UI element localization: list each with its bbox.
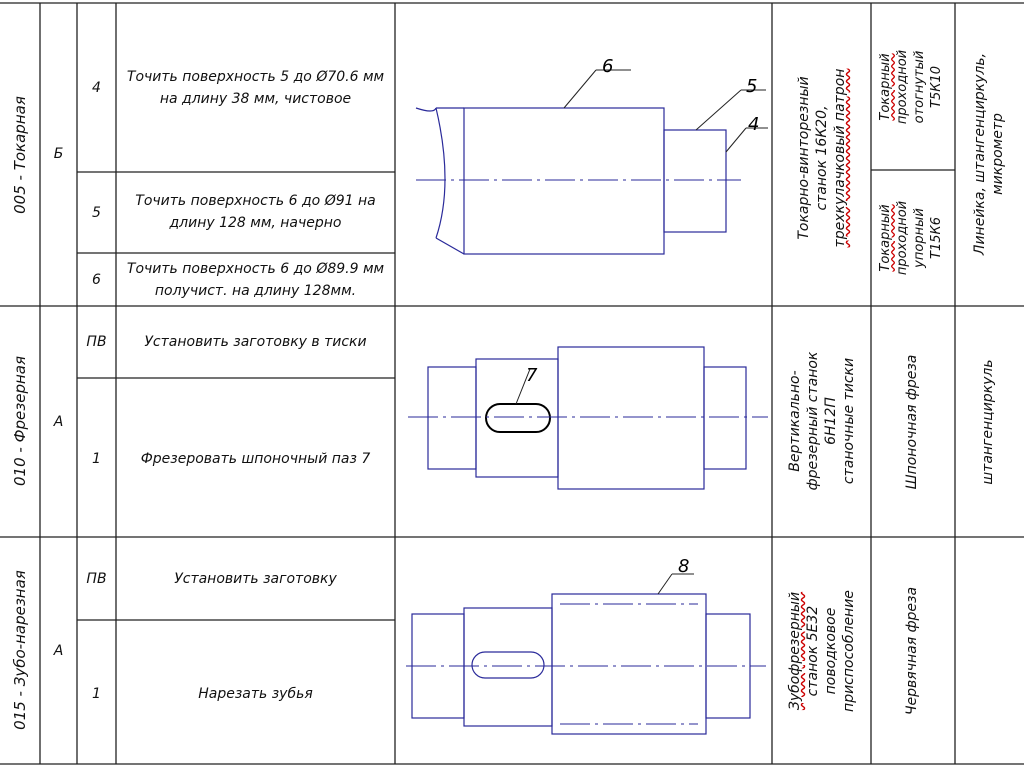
label-5: 5 [746, 76, 758, 97]
label-8: 8 [678, 556, 690, 577]
label-6: 6 [602, 56, 614, 77]
setup-2: А [53, 414, 64, 430]
gear-sketch [396, 538, 771, 763]
tool-1a: Токарный проходной отогнутый Т5К10 [878, 49, 944, 125]
step-num: 4 [92, 80, 101, 96]
tool-3: Червячная фреза [904, 586, 920, 716]
step-line: Точить поверхность 6 до Ø91 на [135, 193, 376, 209]
machine-3: Зубофрезерный станок 5Е32 поводковое приспособление [787, 590, 857, 712]
step-line: Точить поверхность 6 до Ø89.9 мм [126, 261, 385, 277]
setup-1: Б [53, 146, 64, 162]
setup-3: А [53, 643, 64, 659]
tool-2: Шпоночная фреза [904, 354, 920, 490]
step-line: на длину 38 мм, чистовое [159, 91, 352, 107]
machine-2: Вертикально- фрезерный станок 6Н12П станочные тиски [787, 351, 857, 491]
step-description [116, 66, 395, 110]
step-description [116, 190, 395, 234]
measure-1: Линейка, штангенциркуль, микрометр [972, 52, 1006, 256]
step-description: Установить заготовку в тиски [144, 334, 367, 350]
turning-sketch [396, 4, 771, 305]
step-num: ПВ [86, 571, 107, 587]
step-num: 1 [92, 686, 101, 702]
operation-name-2: 010 - Фрезерная [11, 356, 29, 486]
step-num: ПВ [86, 334, 107, 350]
label-7: 7 [526, 365, 538, 386]
step-description: Нарезать зубья [198, 686, 313, 702]
step-num: 1 [92, 451, 101, 467]
milling-sketch [396, 307, 771, 536]
step-description: Фрезеровать шпоночный паз 7 [140, 451, 371, 467]
measure-3 [979, 551, 999, 751]
tool-1b: Токарный проходной упорный Т15К6 [878, 200, 944, 276]
operation-name-1: 005 - Токарная [11, 96, 29, 214]
step-description: Установить заготовку [174, 571, 337, 587]
step-num: 6 [92, 272, 101, 288]
label-4: 4 [748, 114, 760, 135]
step-line: длину 128 мм, начерно [169, 215, 342, 231]
step-description [116, 258, 395, 302]
step-num: 5 [92, 205, 101, 221]
step-line: Точить поверхность 5 до Ø70.6 мм [126, 69, 385, 85]
step-line: получист. на длину 128мм. [154, 283, 357, 299]
measure-2: штангенциркуль [980, 359, 996, 485]
machine-1: Токарно-винторезный станок 16К20, трехкулачковый патрон [796, 68, 848, 248]
operation-name-3: 015 - Зубо-нарезная [11, 570, 29, 730]
